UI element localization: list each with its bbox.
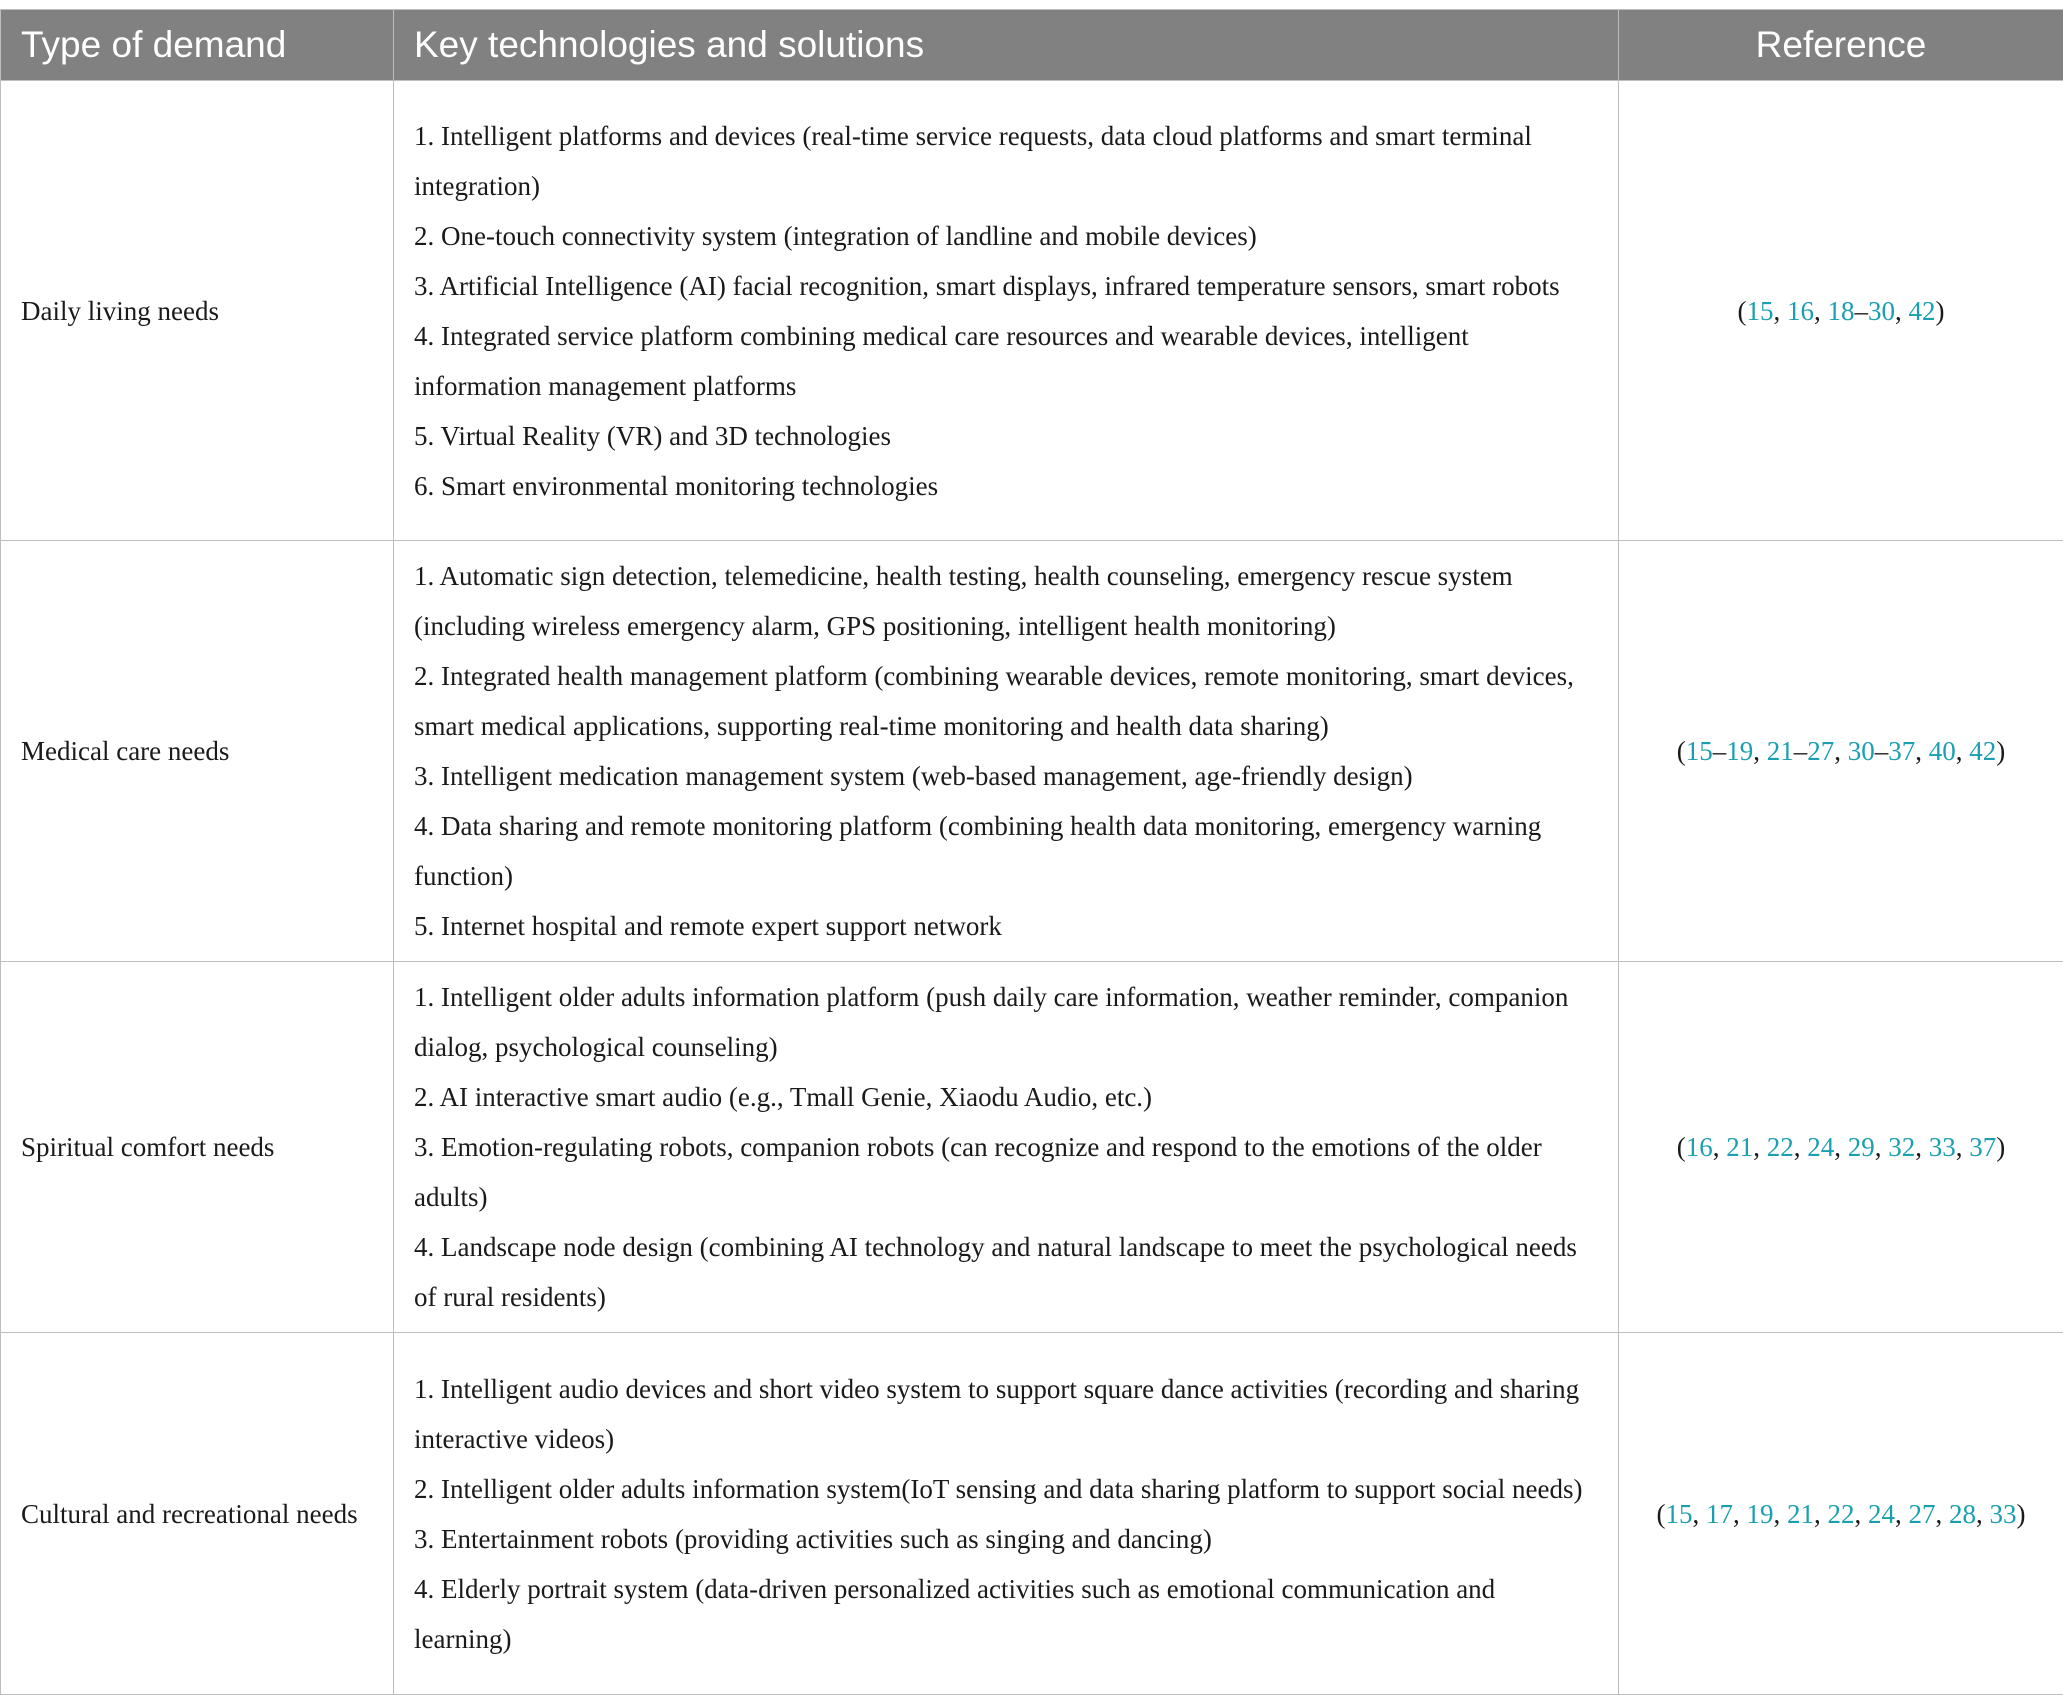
table-body: [1, 81, 2063, 1695]
solution-item: 1. Automatic sign detection, telemedicine, health testing, health counseling, emergency rescue system (including wireless emergency alarm, GPS positioning, intelligent health monitoring): [414, 551, 1598, 651]
reference-link[interactable]: 15: [1686, 736, 1713, 766]
reference-separator: ,: [1936, 1499, 1950, 1529]
solution-item: 3. Emotion-regulating robots, companion robots (can recognize and respond to the emotions of the older adults): [414, 1122, 1598, 1222]
reference-link[interactable]: 27: [1807, 736, 1834, 766]
reference-link[interactable]: 21: [1726, 1132, 1753, 1162]
solution-item: 5. Internet hospital and remote expert support network: [414, 901, 1598, 951]
reference-separator: ,: [1915, 736, 1929, 766]
reference-link[interactable]: 15: [1666, 1499, 1693, 1529]
reference-link[interactable]: 27: [1909, 1499, 1936, 1529]
reference-link[interactable]: 29: [1848, 1132, 1875, 1162]
reference-separator: ,: [1956, 1132, 1970, 1162]
reference-separator: ): [2017, 1499, 2026, 1529]
reference-link[interactable]: 17: [1706, 1499, 1733, 1529]
solution-item: 1. Intelligent older adults information platform (push daily care information, weather reminder, companion dialog, psychological counseling): [414, 972, 1598, 1072]
reference-link[interactable]: 33: [1929, 1132, 1956, 1162]
reference-link[interactable]: 16: [1686, 1132, 1713, 1162]
solutions-cell: [394, 81, 1619, 541]
reference-separator: ): [1996, 736, 2005, 766]
reference-separator: –: [1794, 736, 1808, 766]
reference-separator: ,: [1733, 1499, 1747, 1529]
reference-link[interactable]: 21: [1787, 1499, 1814, 1529]
demand-type-cell: Daily living needs: [1, 81, 394, 541]
header-row: [1, 10, 2063, 81]
reference-separator: –: [1855, 296, 1869, 326]
reference-separator: ,: [1855, 1499, 1869, 1529]
reference-link[interactable]: 19: [1726, 736, 1753, 766]
table-row: [1, 962, 2063, 1333]
reference-separator: ,: [1895, 1499, 1909, 1529]
reference-link[interactable]: 37: [1969, 1132, 1996, 1162]
reference-cell: [1619, 962, 2063, 1333]
reference-link[interactable]: 30: [1848, 736, 1875, 766]
reference-link[interactable]: 24: [1807, 1132, 1834, 1162]
solution-item: 2. One-touch connectivity system (integration of landline and mobile devices): [414, 211, 1598, 261]
solution-item: 2. Integrated health management platform (combining wearable devices, remote monitoring, smart devices, smart medical applications, supporting real-time monitoring and health data sharing): [414, 651, 1598, 751]
reference-link[interactable]: 21: [1767, 736, 1794, 766]
reference-cell: [1619, 1333, 2063, 1695]
reference-link[interactable]: 42: [1969, 736, 1996, 766]
reference-link[interactable]: 30: [1868, 296, 1895, 326]
table-header: [1, 10, 2063, 81]
solution-item: 4. Landscape node design (combining AI technology and natural landscape to meet the psychological needs of rural residents): [414, 1222, 1598, 1322]
solution-item: 1. Intelligent audio devices and short video system to support square dance activities (recording and sharing interactive videos): [414, 1364, 1598, 1464]
reference-separator: ,: [1875, 1132, 1889, 1162]
solution-item: 2. AI interactive smart audio (e.g., Tmall Genie, Xiaodu Audio, etc.): [414, 1072, 1598, 1122]
solution-item: 2. Intelligent older adults information system(IoT sensing and data sharing platform to support social needs): [414, 1464, 1598, 1514]
solution-item: 3. Entertainment robots (providing activities such as singing and dancing): [414, 1514, 1598, 1564]
reference-link[interactable]: 33: [1990, 1499, 2017, 1529]
solution-item: 4. Data sharing and remote monitoring platform (combining health data monitoring, emergency warning function): [414, 801, 1598, 901]
demand-type-cell: Cultural and recreational needs: [1, 1333, 394, 1695]
solution-item: 5. Virtual Reality (VR) and 3D technologies: [414, 411, 1598, 461]
reference-separator: ,: [1834, 736, 1848, 766]
reference-separator: ): [1996, 1132, 2005, 1162]
reference-link[interactable]: 32: [1888, 1132, 1915, 1162]
reference-separator: ,: [1774, 1499, 1788, 1529]
solution-item: 4. Elderly portrait system (data-driven personalized activities such as emotional communication and learning): [414, 1564, 1598, 1664]
solution-item: 3. Intelligent medication management system (web-based management, age-friendly design): [414, 751, 1598, 801]
header-type-of-demand: Type of demand: [1, 10, 394, 81]
reference-link[interactable]: 15: [1747, 296, 1774, 326]
table-row: [1, 1333, 2063, 1695]
solutions-cell: [394, 1333, 1619, 1695]
reference-separator: ,: [1915, 1132, 1929, 1162]
reference-link[interactable]: 24: [1868, 1499, 1895, 1529]
reference-separator: ,: [1956, 736, 1970, 766]
reference-separator: –: [1875, 736, 1889, 766]
reference-separator: ,: [1753, 736, 1767, 766]
demand-technology-table: [0, 9, 2063, 1695]
solution-item: 3. Artificial Intelligence (AI) facial recognition, smart displays, infrared temperature sensors, smart robots: [414, 261, 1598, 311]
reference-separator: (: [1657, 1499, 1666, 1529]
reference-separator: ,: [1814, 296, 1828, 326]
reference-separator: (: [1677, 736, 1686, 766]
reference-link[interactable]: 37: [1888, 736, 1915, 766]
reference-separator: ,: [1794, 1132, 1808, 1162]
reference-link[interactable]: 28: [1949, 1499, 1976, 1529]
reference-separator: (: [1677, 1132, 1686, 1162]
reference-link[interactable]: 18: [1828, 296, 1855, 326]
header-reference: Reference: [1619, 10, 2063, 81]
header-key-technologies: Key technologies and solutions: [394, 10, 1619, 81]
reference-separator: (: [1738, 296, 1747, 326]
reference-link[interactable]: 16: [1787, 296, 1814, 326]
reference-link[interactable]: 22: [1828, 1499, 1855, 1529]
reference-cell: [1619, 81, 2063, 541]
solution-item: 6. Smart environmental monitoring technologies: [414, 461, 1598, 511]
reference-separator: ,: [1895, 296, 1909, 326]
reference-link[interactable]: 19: [1747, 1499, 1774, 1529]
reference-separator: ,: [1976, 1499, 1990, 1529]
reference-separator: ): [1936, 296, 1945, 326]
reference-cell: [1619, 541, 2063, 962]
table-row: [1, 541, 2063, 962]
table-row: [1, 81, 2063, 541]
demand-type-cell: Medical care needs: [1, 541, 394, 962]
reference-separator: ,: [1693, 1499, 1707, 1529]
reference-separator: ,: [1753, 1132, 1767, 1162]
solution-item: 4. Integrated service platform combining medical care resources and wearable devices, intelligent information management platforms: [414, 311, 1598, 411]
solutions-cell: [394, 962, 1619, 1333]
reference-separator: ,: [1774, 296, 1788, 326]
reference-separator: ,: [1713, 1132, 1727, 1162]
reference-link[interactable]: 22: [1767, 1132, 1794, 1162]
reference-separator: –: [1713, 736, 1727, 766]
reference-separator: ,: [1834, 1132, 1848, 1162]
solution-item: 1. Intelligent platforms and devices (real-time service requests, data cloud platforms and smart terminal integration): [414, 111, 1598, 211]
reference-separator: ,: [1814, 1499, 1828, 1529]
solutions-cell: [394, 541, 1619, 962]
demand-type-cell: Spiritual comfort needs: [1, 962, 394, 1333]
reference-link[interactable]: 40: [1929, 736, 1956, 766]
reference-link[interactable]: 42: [1909, 296, 1936, 326]
